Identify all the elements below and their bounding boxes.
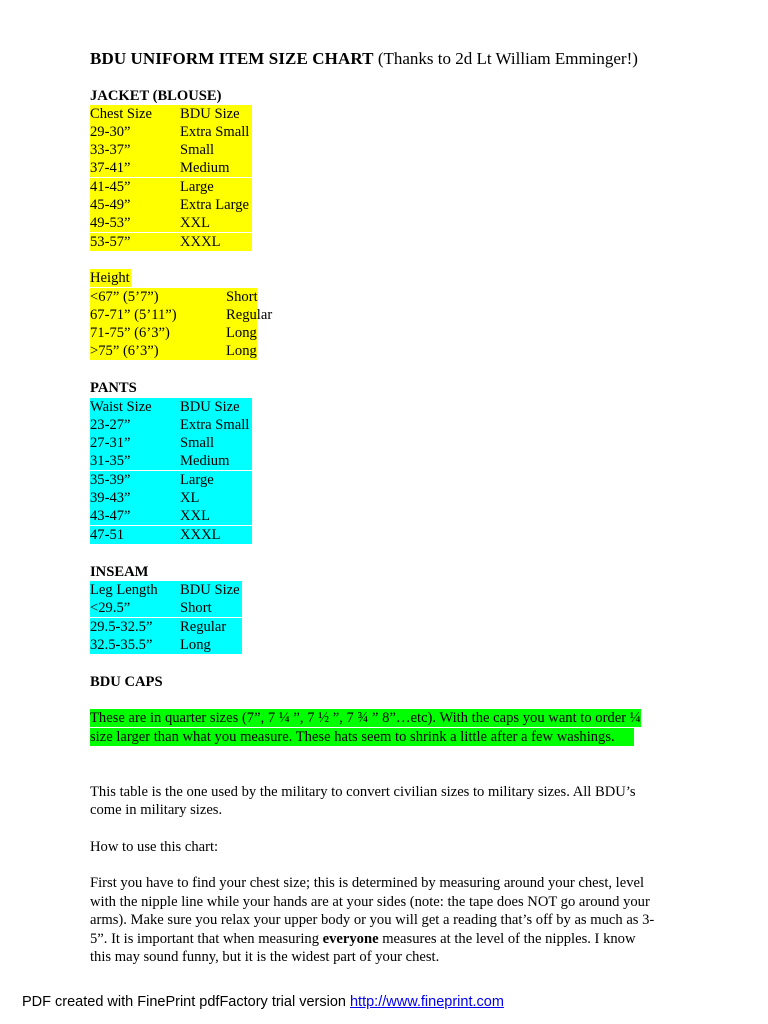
body-paragraph-2: How to use this chart: (90, 839, 219, 855)
jacket-header-col-1: Chest Size (90, 105, 180, 123)
jacket-cell-size: Extra Small (180, 123, 252, 141)
height-cell-size: Long (226, 325, 257, 342)
title-thanks: (Thanks to 2d Lt William Emminger!) (377, 49, 638, 68)
pdf-footer (22, 994, 504, 1010)
pants-cell-size: XXXL (180, 526, 252, 544)
jacket-cell-measure: 53-57” (90, 233, 180, 251)
fineprint-link[interactable]: http://www.fineprint.com (349, 994, 504, 1010)
jacket-cell-measure: 41-45” (90, 178, 180, 196)
pants-cell-measure: 35-39” (90, 471, 180, 489)
jacket-cell-size: Small (180, 141, 252, 159)
title-main: BDU UNIFORM ITEM SIZE CHART (90, 49, 374, 68)
jacket-cell-measure: 37-41” (90, 159, 180, 177)
pants-cell-measure: 47-51 (90, 526, 180, 544)
inseam-cell-size: Regular (180, 618, 242, 636)
inseam-cell-measure: 29.5-32.5” (90, 618, 180, 636)
pants-cell-size: Large (180, 471, 252, 489)
body-paragraph-3-line-3: arms). Make sure you relax your upper body or you will get a reading that’s off by as much as 3- (90, 912, 655, 928)
height-cell-measure: >75” (6’3”) (90, 342, 226, 360)
jacket-cell-measure: 29-30” (90, 123, 180, 141)
inseam-cell-measure: <29.5” (90, 599, 180, 617)
jacket-cell-size: XXXL (180, 233, 252, 251)
jacket-cell-size: XXL (180, 214, 252, 232)
pants-cell-size: XL (180, 489, 252, 507)
jacket-cell-size: Medium (180, 159, 252, 177)
pants-header-col-2: BDU Size (180, 398, 252, 416)
caps-note-line-1: These are in quarter sizes (7”, 7 ¼ ”, 7 ½ ”, 7 ¾ ” 8”…etc). With the caps you want to order ¼ (90, 710, 641, 726)
body-paragraph-3-line-5: this may sound funny, but it is the widest part of your chest. (90, 949, 440, 965)
body-paragraph-3-line-2: with the nipple line while your hands are at your sides (note: the tape does NOT go around your (90, 894, 650, 910)
inseam-heading: INSEAM (90, 564, 149, 580)
jacket-cell-measure: 45-49” (90, 196, 180, 214)
page-title (90, 48, 638, 70)
height-heading: Height (90, 270, 130, 286)
jacket-cell-size: Large (180, 178, 252, 196)
pants-cell-size: XXL (180, 507, 252, 525)
height-cell-measure: 67-71” (5’11”) (90, 306, 226, 324)
jacket-header-col-2: BDU Size (180, 105, 252, 123)
inseam-cell-size: Short (180, 599, 242, 617)
inseam-header-col-1: Leg Length (90, 581, 180, 599)
pants-cell-size: Extra Small (180, 416, 252, 434)
pants-cell-measure: 43-47” (90, 507, 180, 525)
height-cell-size: Regular (226, 306, 273, 323)
jacket-cell-size: Extra Large (180, 196, 252, 214)
jacket-cell-measure: 33-37” (90, 141, 180, 159)
pants-cell-size: Medium (180, 452, 252, 470)
emphasis-everyone: everyone (322, 931, 379, 947)
height-cell-size: Short (226, 288, 258, 305)
height-cell-measure: 71-75” (6’3”) (90, 324, 226, 342)
inseam-cell-measure: 32.5-35.5” (90, 636, 180, 654)
pants-cell-measure: 39-43” (90, 489, 180, 507)
caps-heading: BDU CAPS (90, 674, 163, 690)
pants-cell-measure: 23-27” (90, 416, 180, 434)
body-paragraph-1-line-2: come in military sizes. (90, 802, 223, 818)
height-cell-measure: <67” (5’7”) (90, 288, 226, 306)
height-cell-size: Long (226, 343, 257, 360)
pants-header-col-1: Waist Size (90, 398, 180, 416)
footer-text: PDF created with FinePrint pdfFactory trial version (22, 994, 350, 1010)
body-paragraph-1-line-1: This table is the one used by the military to convert civilian sizes to military sizes. All BDU’s (90, 784, 636, 800)
pants-heading: PANTS (90, 380, 137, 396)
pants-cell-measure: 31-35” (90, 452, 180, 470)
caps-note-line-2: size larger than what you measure. These hats seem to shrink a little after a few washings. (90, 728, 634, 746)
body-paragraph-3-line-4: 5”. It is important that when measuring everyone measures at the level of the nipples. I know (90, 931, 636, 947)
jacket-cell-measure: 49-53” (90, 214, 180, 232)
pants-cell-measure: 27-31” (90, 434, 180, 452)
jacket-heading: JACKET (BLOUSE) (90, 88, 222, 104)
pants-cell-size: Small (180, 434, 252, 452)
body-paragraph-3-line-1: First you have to find your chest size; this is determined by measuring around your chest, level (90, 875, 645, 891)
inseam-header-col-2: BDU Size (180, 581, 242, 599)
inseam-cell-size: Long (180, 636, 242, 654)
